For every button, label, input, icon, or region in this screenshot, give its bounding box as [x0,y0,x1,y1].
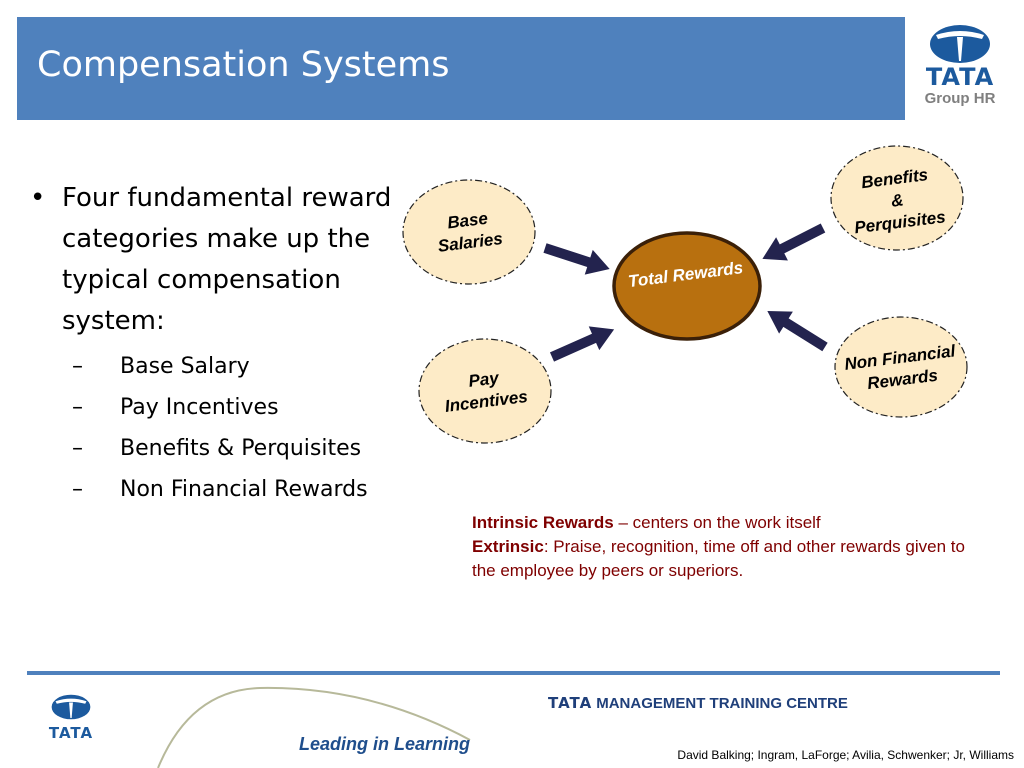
node-non-financial-rewards [835,317,967,417]
footer-logo-wordmark: TATA [48,724,94,742]
node-base-salaries [403,180,535,284]
rewards-notes [472,511,992,583]
sub-item [30,469,400,510]
node-label: Perquisites [853,207,947,238]
mtc-label [548,694,848,712]
tata-group-hr-logo [918,24,1002,124]
total-rewards-diagram [395,140,985,460]
sub-item-text: Base Salary [120,354,250,379]
tata-emblem-icon [929,24,991,64]
node-label: Base [446,208,489,233]
content-area [30,178,400,510]
dash-marker: – [72,354,83,379]
sub-item-text: Non Financial Rewards [120,477,368,502]
intrinsic-note [472,511,992,535]
sub-item [30,346,400,387]
node-label: Incentives [443,386,529,416]
node-label: Non Financial [843,341,957,374]
intrinsic-text: – centers on the work itself [613,513,821,532]
node-label: Pay [467,368,500,391]
node-label: Rewards [866,365,939,394]
footer-divider [27,671,1000,675]
node-label: Salaries [436,229,504,256]
slide-title: Compensation Systems [37,45,450,85]
logo-subtitle: Group HR [924,90,996,107]
arrow-from-benefits [757,216,829,270]
dash-marker: – [72,395,83,420]
dash-marker: – [72,436,83,461]
intrinsic-label: Intrinsic Rewards [472,513,614,532]
node-total-rewards [614,233,760,339]
sub-item-text: Pay Incentives [120,395,279,420]
sub-item-text: Benefits & Perquisites [120,436,362,461]
footer-tagline: Leading in Learning [299,734,471,754]
bullet-dot: • [30,183,46,213]
logo-wordmark: TATA [925,63,995,91]
arrow-from-non-financial [760,300,831,358]
node-label: & [890,190,905,211]
main-bullet [30,178,400,342]
sub-item [30,387,400,428]
tata-emblem-icon [51,694,91,720]
sub-list [30,346,400,510]
node-shape [419,339,551,443]
arrow-from-pay-incentives [547,317,620,368]
mtc-name: MANAGEMENT TRAINING CENTRE [596,695,848,712]
extrinsic-note [472,535,992,583]
dash-marker: – [72,477,83,502]
node-label: Benefits [860,165,930,193]
node-shape [403,180,535,284]
extrinsic-text: : Praise, recognition, time off and other rewards given to the employee by peers or superiors. [472,537,965,580]
arrow-from-base-salaries [541,236,614,282]
node-benefits-perquisites [831,146,963,250]
title-bar [17,17,905,120]
sub-item [30,428,400,469]
footer-tata-logo [40,694,102,742]
center-label: Total Rewards [627,258,745,292]
node-pay-incentives [419,339,551,443]
mtc-brand: TATA [548,694,593,712]
extrinsic-label: Extrinsic [472,537,544,556]
footer-credits: David Balking; Ingram, LaForge; Avilia, Schwenker; Jr, Williams [677,748,1014,762]
main-bullet-text: Four fundamental reward categories make up the typical compensation system: [62,183,392,336]
